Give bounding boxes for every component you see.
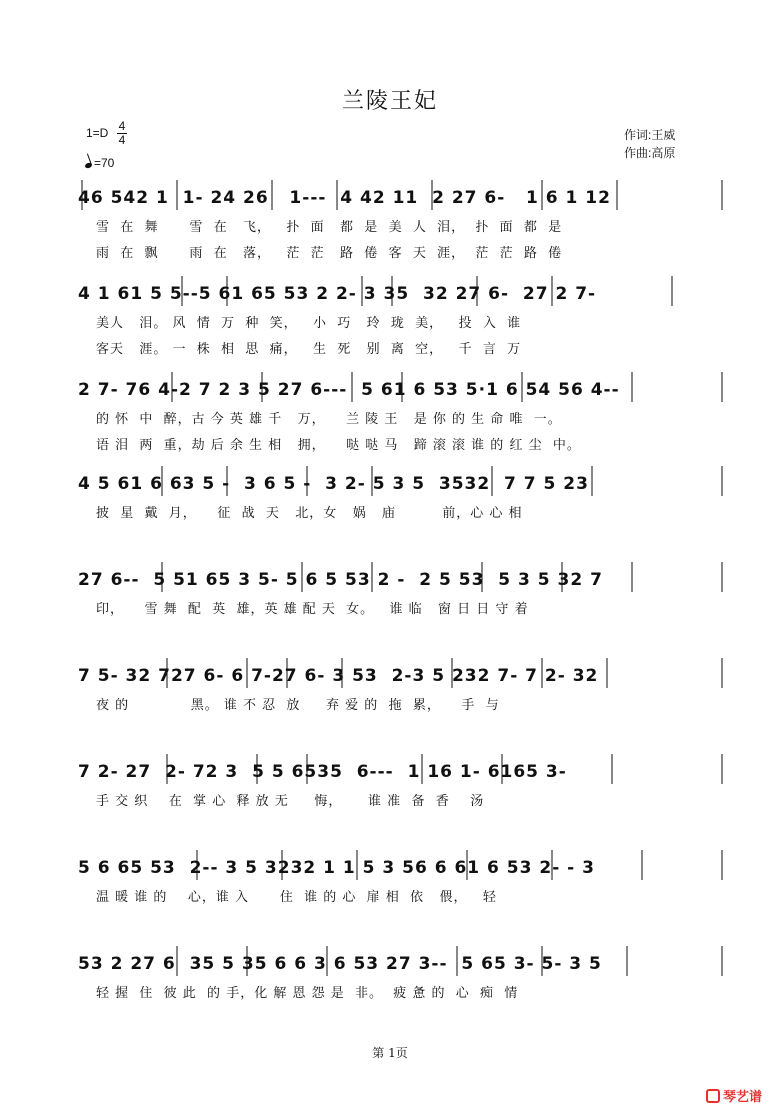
measure-row bbox=[72, 656, 722, 686]
logo-text: 琴艺谱 bbox=[723, 1089, 763, 1104]
jianpu-notes: 46 542 1 1- 24 26 1--- 4 42 11 2 27 6- 1 6 1 12 bbox=[78, 188, 611, 208]
lyric-line-1: 温 暖 谁 的 心，谁 入 住 谁 的 心 扉 相 依 偎， 轻 bbox=[96, 890, 497, 905]
jianpu-notes: 4 5 61 6 63 5 - 3 6 5 - 3 2- 5 3 5 3532 7 7 5 23 bbox=[78, 474, 589, 494]
notation-system bbox=[72, 178, 722, 268]
lyric-line-1: 披 星 戴 月， 征 战 天 北，女 娲 庙 前，心 心 相 bbox=[96, 506, 523, 521]
time-signature-bottom: 4 bbox=[118, 133, 126, 147]
time-signature bbox=[117, 120, 127, 147]
notation-system bbox=[72, 464, 722, 554]
credits bbox=[624, 126, 675, 162]
measure-row bbox=[72, 848, 722, 878]
jianpu-notes: 4 1 61 5 5--5 61 65 53 2 2- 3 35 32 27 6- 27 2 7- bbox=[78, 284, 597, 304]
measure-row bbox=[72, 944, 722, 974]
measure-row bbox=[72, 752, 722, 782]
jianpu-notes: 7 5- 32 727 6- 6 7-27 6- 3 53 2-3 5 232 7- 7 2- 32 bbox=[78, 666, 599, 686]
measure-row bbox=[72, 370, 722, 400]
lyric-line-1: 印， 雪 舞 配 英 雄，英 雄 配 天 女。 谁 临 窗 日 日 守 着 bbox=[96, 602, 529, 617]
key-signature: 1=D bbox=[86, 126, 109, 140]
notation-system bbox=[72, 560, 722, 650]
measure-row bbox=[72, 464, 722, 494]
measure-row bbox=[72, 274, 722, 304]
notation-system bbox=[72, 752, 722, 842]
lyric-line-1: 手 交 织 在 掌 心 释 放 无 悔， 谁 准 备 香 汤 bbox=[96, 794, 485, 809]
tempo-value: =70 bbox=[94, 156, 115, 170]
notation-system bbox=[72, 370, 722, 460]
lyric-line-2: 雨 在 飘 雨 在 落， 茫 茫 路 倦 客 天 涯， 茫 茫 路 倦 bbox=[96, 246, 563, 261]
lyric-line-1: 雪 在 舞 雪 在 飞， 扑 面 都 是 美 人 泪， 扑 面 都 是 bbox=[96, 220, 563, 235]
jianpu-notes: 27 6-- 5 51 65 3 5- 5 6 5 53 2 - 2 5 53 5 3 5 32 7 bbox=[78, 570, 603, 590]
song-title: 兰陵王妃 bbox=[341, 89, 438, 114]
notation-system bbox=[72, 848, 722, 938]
page-number: 第 1页 bbox=[372, 1046, 408, 1060]
time-signature-top: 4 bbox=[118, 119, 126, 133]
logo-mark-icon bbox=[706, 1089, 720, 1103]
jianpu-notes: 5 6 65 53 2-- 3 5 3232 1 1 5 3 56 6 61 6 53 2- - 3 bbox=[78, 858, 595, 878]
lyric-line-2: 客天 涯。 一 株 相 思 痛， 生 死 别 离 空， 千 言 万 bbox=[96, 342, 522, 357]
measure-row bbox=[72, 178, 722, 208]
site-logo bbox=[706, 1086, 762, 1105]
lyric-line-1: 轻 握 住 彼 此 的 手，化 解 恩 怨 是 非。 疲 惫 的 心 痴 情 bbox=[96, 986, 519, 1001]
notation-system bbox=[72, 944, 722, 1034]
lyricist-credit: 作词:王威 bbox=[624, 128, 676, 142]
composer-credit: 作曲:高原 bbox=[624, 146, 676, 160]
lyric-line-1: 美人 泪。 风 情 万 种 笑， 小 巧 玲 珑 美， 投 入 谁 bbox=[96, 316, 522, 331]
measure-row bbox=[72, 560, 722, 590]
lyric-line-2: 语 泪 两 重，劫 后 余 生 相 拥， 哒 哒 马 蹄 滚 滚 谁 的 红 尘 中。 bbox=[96, 438, 581, 453]
jianpu-notes: 7 2- 27 2- 72 3 5 5 6535 6--- 1 16 1- 6165 3- bbox=[78, 762, 567, 782]
lyric-line-1: 夜 的 黑。 谁 不 忍 放 弃 爱 的 拖 累， 手 与 bbox=[96, 698, 500, 713]
lyric-line-1: 的 怀 中 醉，古 今 英 雄 千 万， 兰 陵 王 是 你 的 生 命 唯 一。 bbox=[96, 412, 562, 427]
notation-system bbox=[72, 656, 722, 746]
jianpu-notes: 2 7- 76 4-2 7 2 3 5 27 6--- 5 61 6 53 5·1 6 54 56 4-- bbox=[78, 380, 620, 400]
notation-system bbox=[72, 274, 722, 364]
jianpu-notes: 53 2 27 6 35 5 35 6 6 3 6 53 27 3-- 5 65 3- 5- 3 5 bbox=[78, 954, 602, 974]
